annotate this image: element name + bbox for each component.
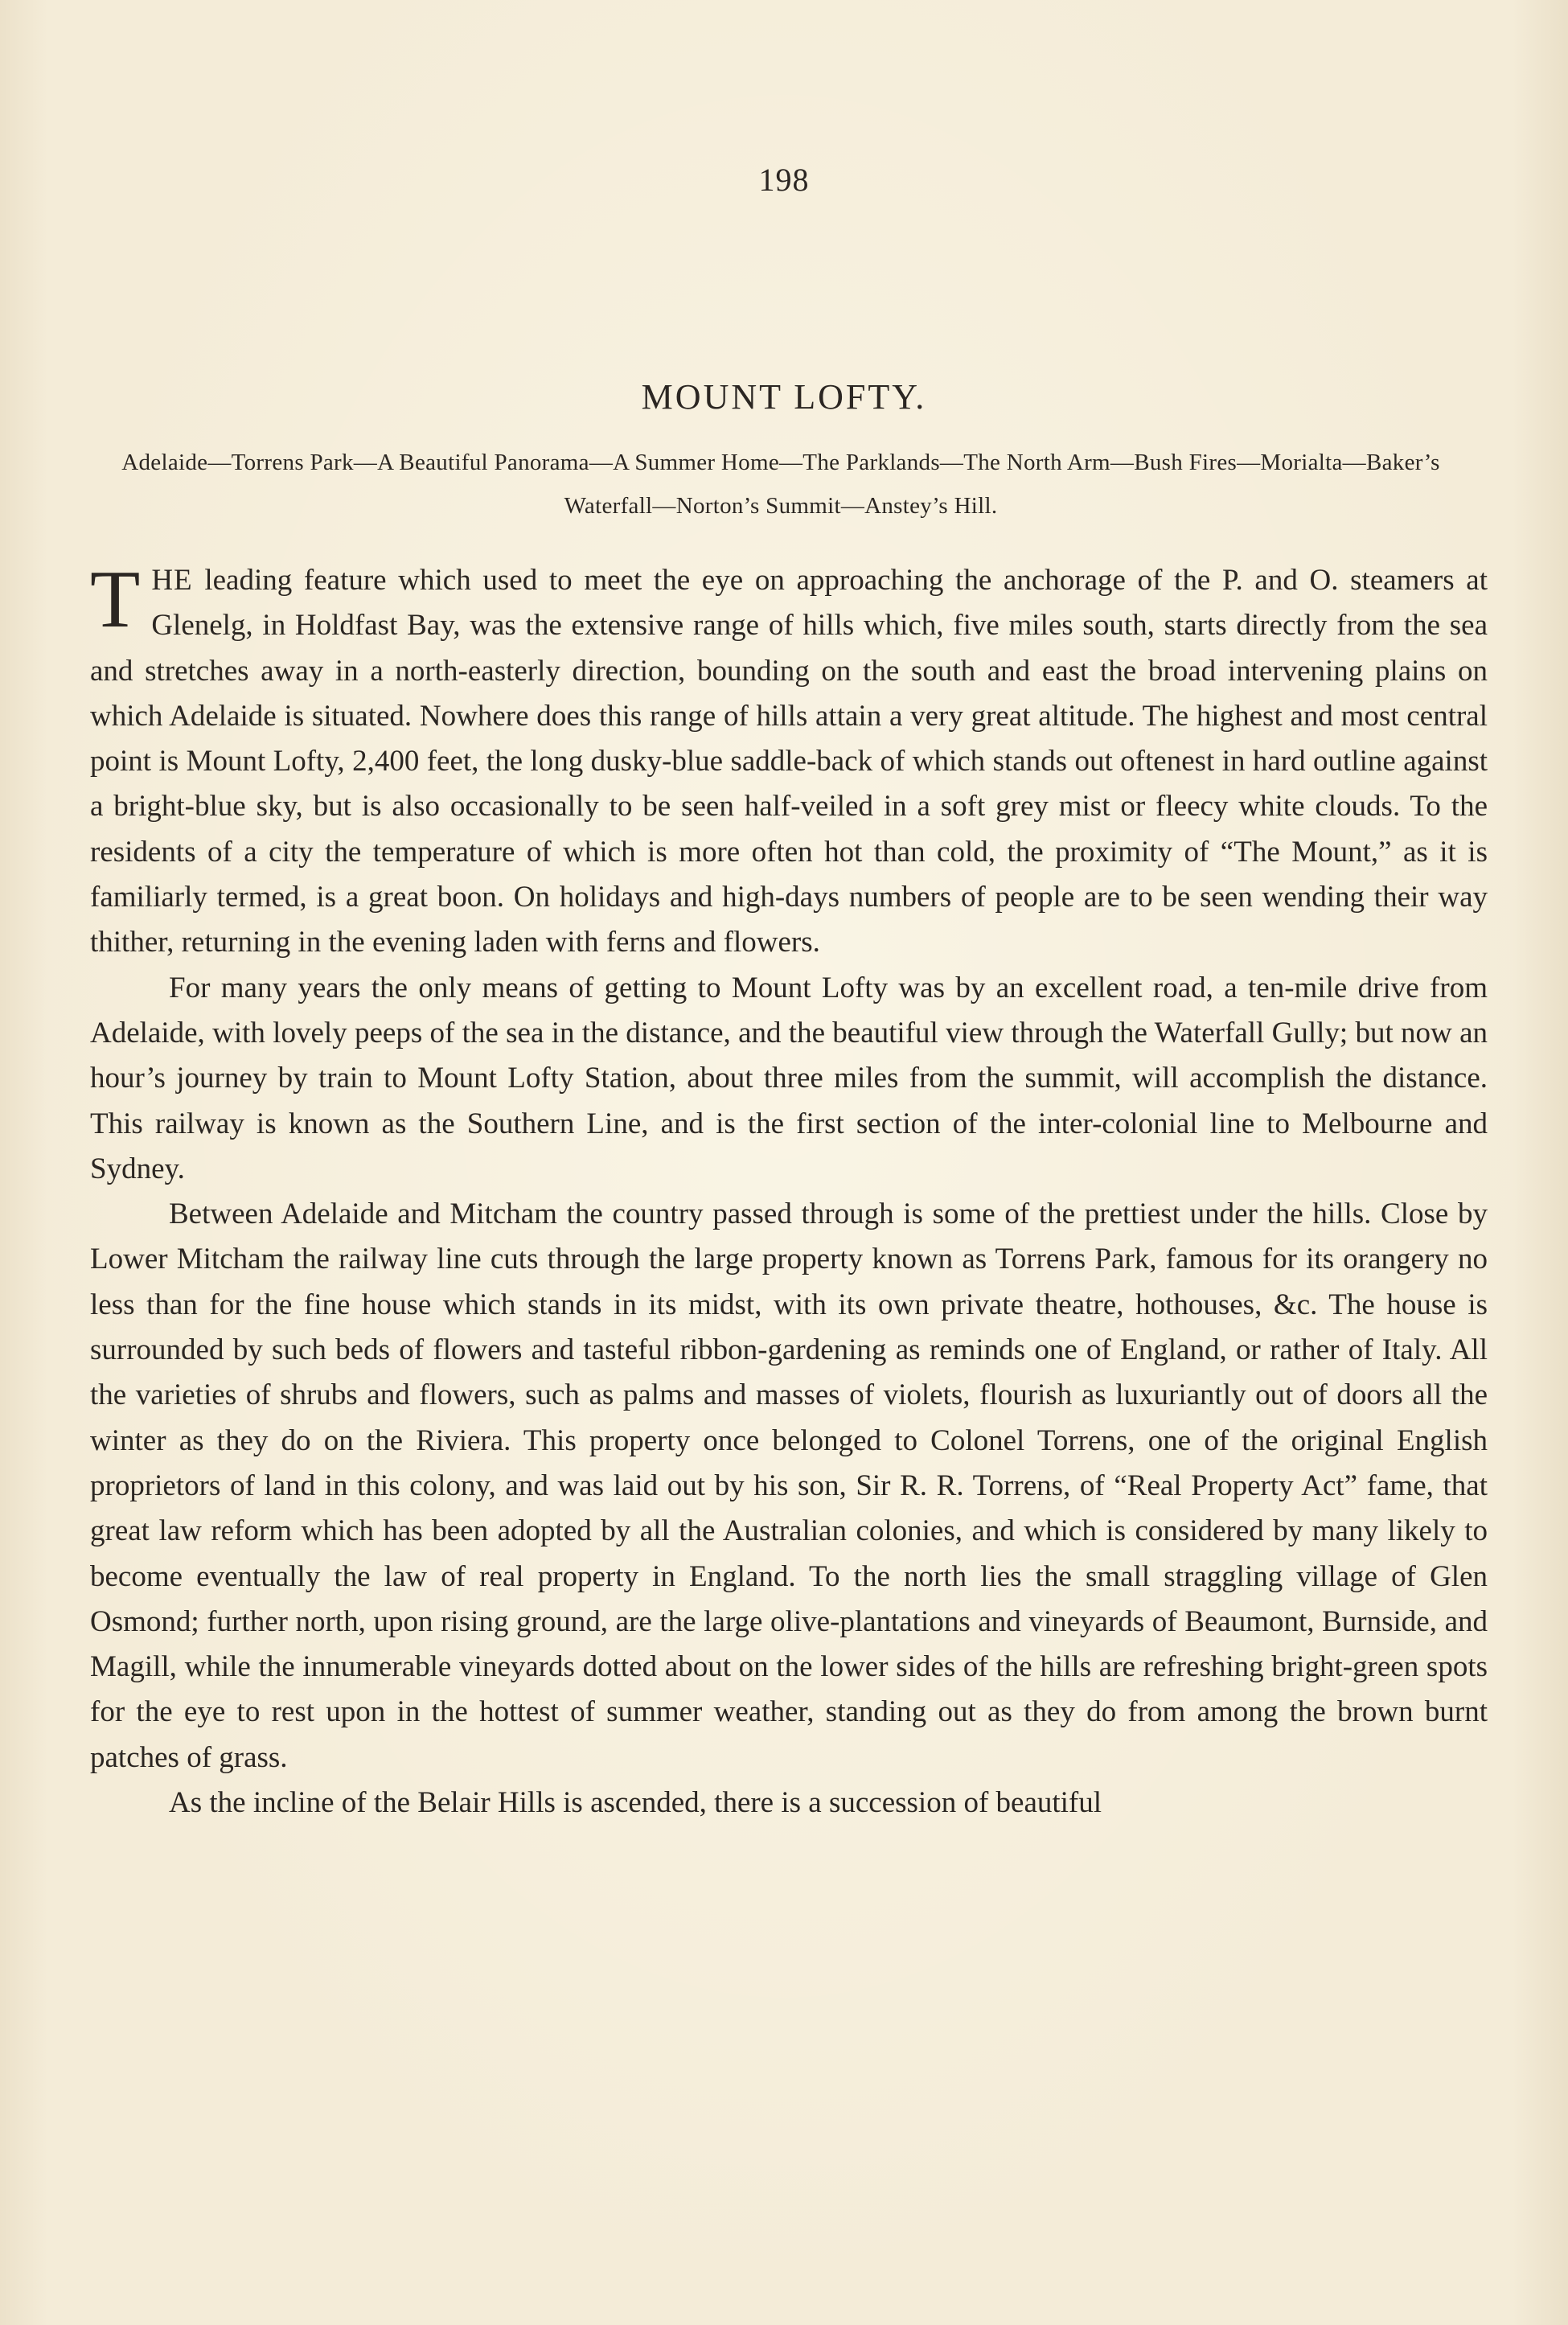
paragraph-1 xyxy=(90,554,1488,966)
chapter-synopsis: Adelaide—Torrens Park—A Beautiful Panorama—A Summer Home—The Parklands—The North Arm—Bush Fires—Morialta—Baker’s Waterfall—Norton’s Summit—Anstey’s Hill. xyxy=(121,450,1440,519)
paragraph-3: Between Adelaide and Mitcham the country passed through is some of the prettiest under the hills. Close by Lower Mitcham the railway line cuts through the large property known as Torrens Park, famous for its orangery no less than for the fine house which stands in its midst, with its own private theatre, hothouses, &c. The house is surrounded by such beds of flowers and tasteful ribbon-gardening as reminds one of England, or rather of Italy. All the varieties of shrubs and flowers, such as palms and masses of violets, flourish as luxuriantly out of doors all the winter as they do on the Riviera. This property once belonged to Colonel Torrens, one of the original English proprietors of land in this colony, and was laid out by his son, Sir R. R. Torrens, of “Real Property Act” fame, that great law reform which has been adopted by all the Australian colonies, and which is considered by many likely to become eventually the law of real property in England. To the north lies the small straggling village of Glen Osmond; further north, upon rising ground, are the large olive-plantations and vineyards of Beaumont, Burnside, and Magill, while the innumerable vineyards dotted about on the lower sides of the hills are refreshing bright-green spots for the eye to rest upon in the hottest of summer weather, standing out as they do from among the brown burnt patches of grass. xyxy=(90,1197,1488,1774)
paragraph-1-text: leading feature which used to meet the eye on approaching the anchorage of the P. and O. steamers at Glenelg, in Holdfast Bay, was the extensive range of hills which, five miles south, starts directly from the sea and stretches away in a north-easterly direction, bounding on the south and east the broad intervening plains on which Adelaide is situated. Nowhere does this range of hills attain a very great altitude. The highest and most central point is Mount Lofty, 2,400 feet, the long dusky-blue saddle-back of which stands out oftenest in hard outline against a bright-blue sky, but is also occasionally to be seen half-veiled in a soft grey mist or fleecy white clouds. To the residents of a city the temperature of which is more often hot than cold, the proximity of “The Mount,” as it is familiarly termed, is a great boon. On holidays and high-days numbers of people are to be seen wending their way thither, returning in the evening laden with ferns and flowers. xyxy=(90,564,1488,959)
page-number: 198 xyxy=(758,162,810,198)
paragraph-2: For many years the only means of getting to Mount Lofty was by an excellent road, a ten-mile drive from Adelaide, with lovely peeps of the sea in the distance, and the beautiful view through the Waterfall Gully; but now an hour’s journey by train to Mount Lofty Station, about three miles from the summit, will accomplish the distance. This railway is known as the Southern Line, and is the first section of the inter-colonial line to Melbourne and Sydney. xyxy=(90,971,1488,1185)
drop-cap: T xyxy=(90,554,141,645)
paragraph-4: As the incline of the Belair Hills is ascended, there is a succession of beautiful xyxy=(169,1786,1102,1820)
body-text xyxy=(90,554,1488,1826)
chapter-title: MOUNT LOFTY. xyxy=(641,377,927,417)
first-word: HE xyxy=(151,564,193,597)
